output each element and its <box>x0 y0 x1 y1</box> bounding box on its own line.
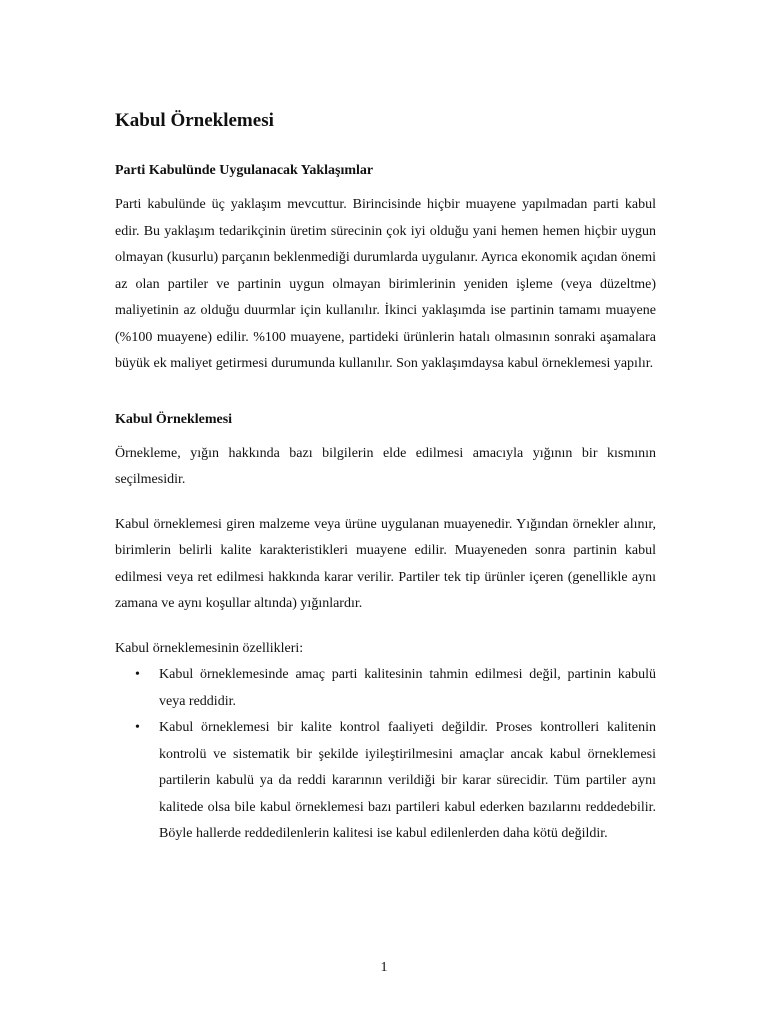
page-number: 1 <box>380 960 388 975</box>
list-item-text: Kabul örneklemesinde amaç parti kalitesinin tahmin edilmesi değil, partinin kabulü veya reddidir. <box>159 667 656 709</box>
document-title: Kabul Örneklemesi <box>115 110 274 131</box>
section-heading-acceptance-sampling: Kabul Örneklemesi <box>115 411 233 427</box>
sampling-definition-paragraph: Örnekleme, yığın hakkında bazı bilgilerin elde edilmesi amacıyla yığının bir kısmının seçilmesidir. <box>115 445 656 487</box>
bullet-icon: • <box>135 667 140 682</box>
list-item <box>115 662 656 715</box>
approaches-paragraph: Parti kabulünde üç yaklaşım mevcuttur. Birincisinde hiçbir muayene yapılmadan parti kabul edir. Bu yaklaşım tedarikçinin üretim sürecinin çok iyi olduğu yani hemen hemen hiçbir uygun olmayan (kusurlu) parçanın beklenmediği durumlarda uygulanır. Ayrıca ekonomik açıdan önemi az olan partiler ve partinin uygun olmayan birimlerinin yeniden işleme (veya düzeltme) maliyetinin az olduğu duurmlar için kullanılır. İkinci yaklaşımda ise partinin tamamı muayene (%100 muayene) edilir. %100 muayene, partideki ürünlerin hatalı olmasının sonraki aşamalara büyük ek maliyet getirmesi durumunda kullanılır. Son yaklaşımdaysa kabul örneklemesi yapılır. <box>115 197 656 371</box>
section-heading-approaches: Parti Kabulünde Uygulanacak Yaklaşımlar <box>115 163 374 178</box>
acceptance-sampling-paragraph: Kabul örneklemesi giren malzeme veya ürüne uygulanan muayenedir. Yığından örnekler alınır, birimlerin belirli kalite karakteristikleri muayene edilir. Muayeneden sonra partinin kabul edilmesi veya ret edilmesi hakkında karar verilir. Partiler tek tip ürünler içeren (genellikle aynı zamana ve aynı koşullar altında) yığınlardır. <box>115 516 656 611</box>
features-intro: Kabul örneklemesinin özellikleri: <box>115 640 304 656</box>
bullet-icon: • <box>135 720 140 735</box>
list-item-text: Kabul örneklemesi bir kalite kontrol faaliyeti değildir. Proses kontrolleri kalitenin kontrolü ve sistematik bir şekilde iyileştirilmesini amaçlar ancak kabul örneklemesi partilerin kabulü ya da reddi kararının verildiği bir karar sürecidir. Tüm partiler aynı kalitede olsa bile kabul örneklemesi bazı partileri kabul ederken bazılarını reddedebilir. Böyle hallerde reddedilenlerin kalitesi ise kabul edilenlerden daha kötü değildir. <box>159 720 656 841</box>
features-list <box>115 662 656 848</box>
page-content <box>115 108 656 848</box>
list-item <box>115 715 656 848</box>
